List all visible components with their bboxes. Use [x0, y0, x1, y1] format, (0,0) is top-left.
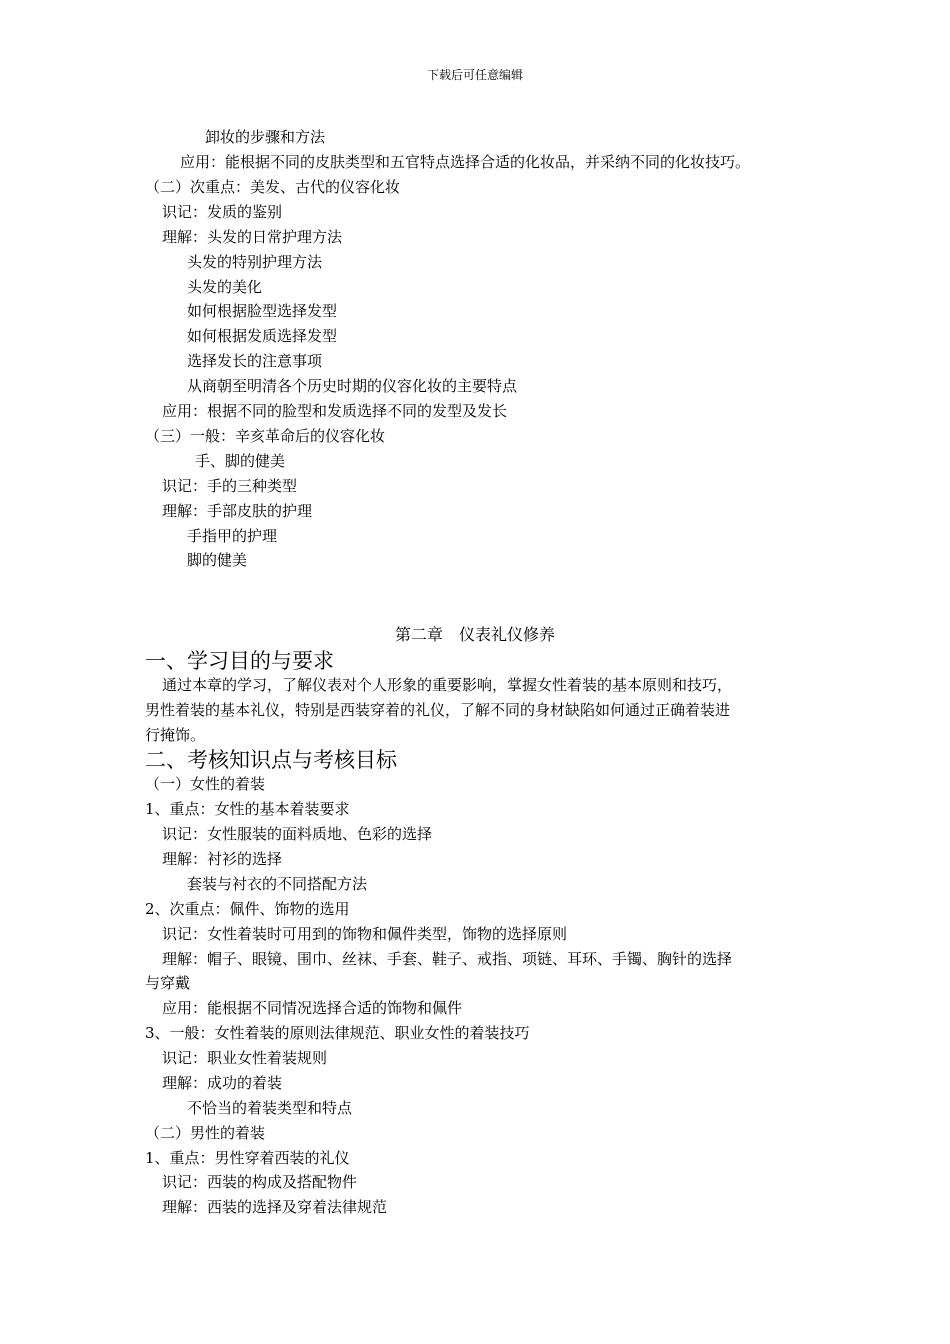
text-line: 识记：发质的鉴别 — [162, 203, 283, 221]
text-line: 理解：头发的日常护理方法 — [162, 228, 343, 246]
text-line: 3、一般：女性着装的原则法律规范、职业女性的着装技巧 — [145, 1024, 530, 1042]
text-line: 识记：职业女性着装规则 — [162, 1049, 328, 1067]
section-heading: 二、考核知识点与考核目标 — [145, 748, 397, 772]
text-line: 套装与衬衣的不同搭配方法 — [187, 875, 368, 893]
text-line: 头发的特别护理方法 — [187, 253, 323, 271]
text-line: 应用：能根据不同的皮肤类型和五官特点选择合适的化妆品，并采纳不同的化妆技巧。 — [180, 153, 751, 171]
text-line: 应用：根据不同的脸型和发质选择不同的发型及发长 — [162, 402, 508, 420]
text-line: 头发的美化 — [187, 278, 263, 296]
text-line: 理解：帽子、眼镜、围巾、丝袜、手套、鞋子、戒指、项链、耳环、手镯、胸针的选择 — [162, 950, 733, 968]
text-line: 1、重点：男性穿着西装的礼仪 — [145, 1149, 350, 1167]
text-line: 应用：能根据不同情况选择合适的饰物和佩件 — [162, 999, 463, 1017]
text-line: 1、重点：女性的基本着装要求 — [145, 800, 350, 818]
text-line: 选择发长的注意事项 — [187, 352, 323, 370]
text-line: （二）次重点：美发、古代的仪容化妆 — [145, 178, 401, 196]
page-header: 下载后可任意编辑 — [426, 68, 523, 82]
paragraph-line: 通过本章的学习，了解仪表对个人形象的重要影响，掌握女性着装的基本原则和技巧， — [162, 676, 733, 694]
text-line: 如何根据发质选择发型 — [187, 327, 338, 345]
text-line: 不恰当的着装类型和特点 — [187, 1099, 353, 1117]
text-line: 识记：西装的构成及搭配物件 — [162, 1173, 358, 1191]
text-line: 理解：手部皮肤的护理 — [162, 502, 313, 520]
text-line: 2、次重点：佩件、饰物的选用 — [145, 900, 350, 918]
text-line: （三）一般：辛亥革命后的仪容化妆 — [145, 427, 386, 445]
text-line: 从商朝至明清各个历史时期的仪容化妆的主要特点 — [187, 377, 518, 395]
text-line: 与穿戴 — [145, 974, 191, 992]
text-line: 卸妆的步骤和方法 — [205, 128, 326, 146]
section-heading: 一、学习目的与要求 — [145, 649, 334, 673]
text-line: 脚的健美 — [187, 551, 248, 569]
text-line: 手、脚的健美 — [195, 452, 286, 470]
text-line: （二）男性的着装 — [145, 1124, 266, 1142]
text-line: 识记：手的三种类型 — [162, 477, 298, 495]
text-line: 如何根据脸型选择发型 — [187, 302, 338, 320]
text-line: 手指甲的护理 — [187, 527, 278, 545]
text-line: 识记：女性着装时可用到的饰物和佩件类型，饰物的选择原则 — [162, 925, 568, 943]
chapter-title: 第二章 仪表礼仪修养 — [394, 625, 555, 644]
text-line: 理解：西装的选择及穿着法律规范 — [162, 1198, 388, 1216]
paragraph-line: 行掩饰。 — [145, 726, 206, 744]
text-line: 识记：女性服装的面料质地、色彩的选择 — [162, 825, 433, 843]
paragraph-line: 男性着装的基本礼仪，特别是西装穿着的礼仪，了解不同的身材缺陷如何通过正确着装进 — [145, 701, 731, 719]
text-line: 理解：衬衫的选择 — [162, 850, 283, 868]
text-line: （一）女性的着装 — [145, 775, 266, 793]
text-line: 理解：成功的着装 — [162, 1074, 283, 1092]
